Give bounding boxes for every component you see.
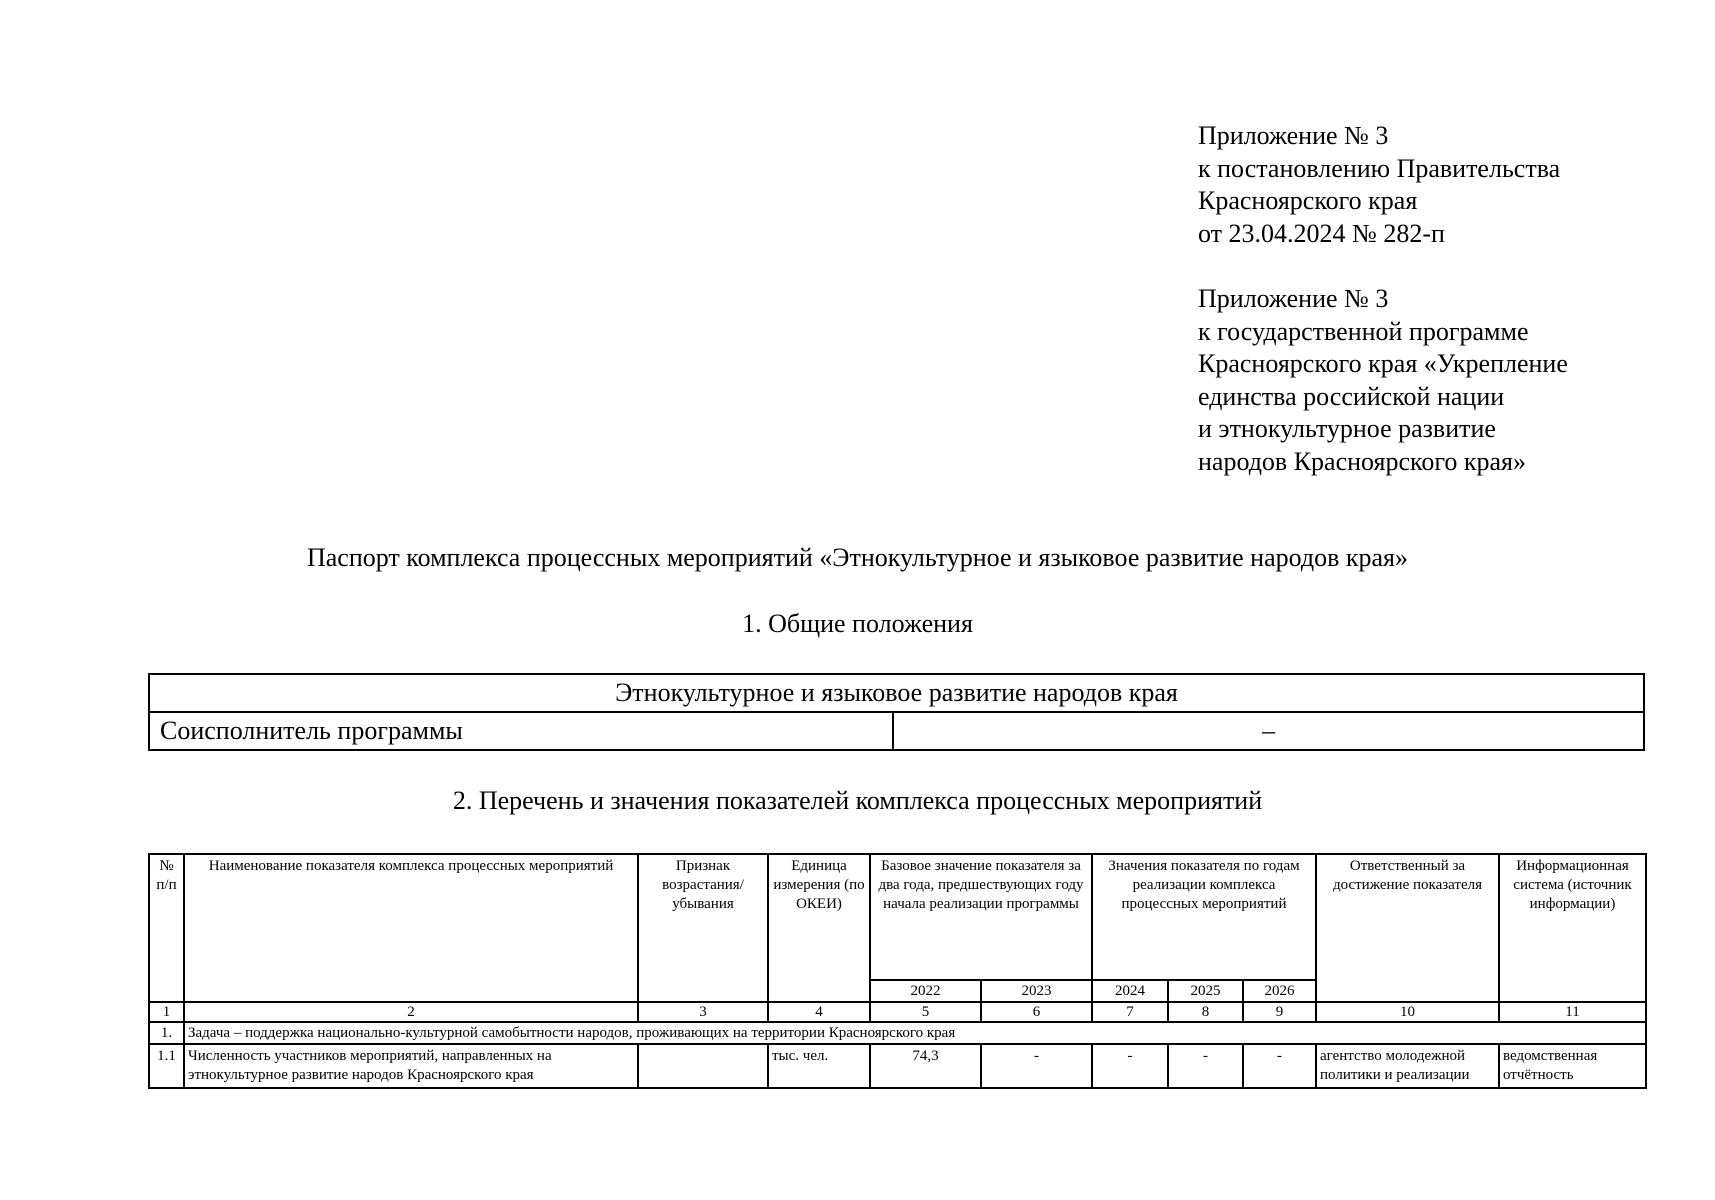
appendix-line: и этнокультурное развитие bbox=[1198, 414, 1496, 443]
year-2024: 2024 bbox=[1092, 980, 1168, 1002]
year-2026: 2026 bbox=[1243, 980, 1316, 1002]
header-sign: Признак возрастания/ убывания bbox=[638, 854, 768, 1002]
year-2022: 2022 bbox=[870, 980, 981, 1002]
section-2-title: 2. Перечень и значения показателей комплекса процессных мероприятий bbox=[452, 786, 1263, 815]
header-num: № п/п bbox=[149, 854, 184, 1002]
appendix-line: к постановлению Правительства bbox=[1198, 153, 1561, 183]
row-num: 1.1 bbox=[149, 1044, 184, 1088]
appendix-line: Приложение № 3 bbox=[1198, 284, 1389, 313]
row-value-2023: - bbox=[981, 1044, 1092, 1088]
row-value-2024: - bbox=[1092, 1044, 1168, 1088]
column-number: 2 bbox=[184, 1002, 638, 1022]
row-sign bbox=[638, 1044, 768, 1088]
appendix-line: Приложение № 3 bbox=[1198, 121, 1389, 150]
appendix-line: Красноярского края «Укрепление bbox=[1198, 349, 1568, 378]
appendix-line: от 23.04.2024 № 282-п bbox=[1198, 218, 1445, 248]
appendix-line: к государственной программе bbox=[1198, 316, 1529, 346]
appendix-line: единства российской нации bbox=[1198, 381, 1505, 411]
year-2025: 2025 bbox=[1168, 980, 1243, 1002]
header-info-system: Информационная система (источник информации) bbox=[1499, 854, 1646, 1002]
header-year-values: Значения показателя по годам реализации комплекса процессных мероприятий bbox=[1092, 854, 1316, 980]
appendix-note-resolution bbox=[1198, 120, 1560, 250]
column-number: 7 bbox=[1092, 1002, 1168, 1022]
column-number: 5 bbox=[870, 1002, 981, 1022]
column-number: 6 bbox=[981, 1002, 1092, 1022]
column-number: 3 bbox=[638, 1002, 768, 1022]
appendix-line: Красноярского края bbox=[1198, 186, 1418, 215]
row-value-2022: 74,3 bbox=[870, 1044, 981, 1088]
task-num: 1. bbox=[149, 1022, 184, 1044]
column-number: 8 bbox=[1168, 1002, 1243, 1022]
co-executor-value: – bbox=[893, 712, 1644, 750]
row-value-2026: - bbox=[1243, 1044, 1316, 1088]
indicators-table bbox=[148, 853, 1647, 1089]
passport-title: Паспорт комплекса процессных мероприятий «Этнокультурное и языковое развитие народов края» bbox=[306, 543, 1409, 572]
column-number: 11 bbox=[1499, 1002, 1646, 1022]
row-unit: тыс. чел. bbox=[768, 1044, 870, 1088]
appendix-line: народов Красноярского края» bbox=[1198, 446, 1527, 476]
row-info-system: ведомственная отчётность bbox=[1499, 1044, 1646, 1088]
header-indicator-name: Наименование показателя комплекса процессных мероприятий bbox=[184, 854, 638, 1002]
row-responsible: агентство молодежной политики и реализации bbox=[1316, 1044, 1499, 1088]
task-text: Задача – поддержка национально-культурной самобытности народов, проживающих на территории Красноярского края bbox=[184, 1022, 1646, 1044]
column-number: 9 bbox=[1243, 1002, 1316, 1022]
column-number: 4 bbox=[768, 1002, 870, 1022]
appendix-note-program bbox=[1198, 283, 1568, 478]
row-value-2025: - bbox=[1168, 1044, 1243, 1088]
co-executor-label: Соисполнитель программы bbox=[149, 712, 893, 750]
column-number: 10 bbox=[1316, 1002, 1499, 1022]
section-1-title: 1. Общие положения bbox=[742, 609, 973, 638]
header-responsible: Ответственный за достижение показателя bbox=[1316, 854, 1499, 1002]
general-table-header: Этнокультурное и языковое развитие народов края bbox=[149, 674, 1644, 712]
header-base-value: Базовое значение показателя за два года, предшествующих году начала реализации программы bbox=[870, 854, 1092, 980]
general-provisions-table bbox=[148, 673, 1645, 751]
year-2023: 2023 bbox=[981, 980, 1092, 1002]
header-unit: Единица измерения (по ОКЕИ) bbox=[768, 854, 870, 1002]
column-number: 1 bbox=[149, 1002, 184, 1022]
row-indicator-name: Численность участников мероприятий, направленных на этнокультурное развитие народов Красноярского края bbox=[184, 1044, 638, 1088]
